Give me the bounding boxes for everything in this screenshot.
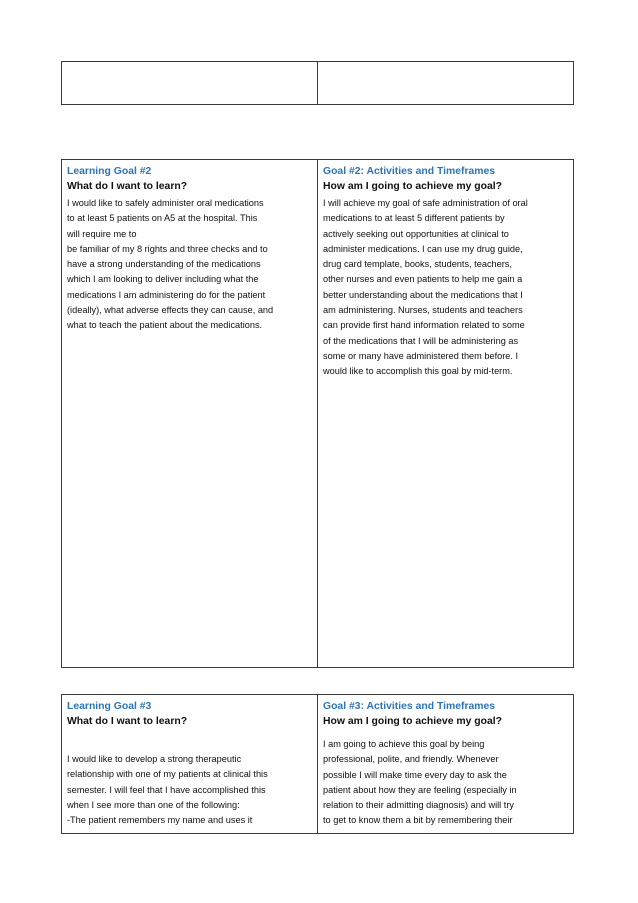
goal2-learning-line: have a strong understanding of the medications [67,259,261,270]
goal3-table [61,694,574,834]
goal2-activities-heading: Goal #2: Activities and Timeframes [323,166,496,177]
goal2-learning-line: to at least 5 patients on A5 at the hospital. This [67,213,258,224]
goal2-activities-line: drug card template, books, students, teachers, [323,259,512,270]
top-table-right-cell [318,62,573,104]
goal3-learning-subheading: What do I want to learn? [67,716,188,727]
goal2-activities-line: I will achieve my goal of safe administration of oral [323,198,528,208]
goal2-learning-body [67,196,312,334]
goal2-learning-line: I would like to safely administer oral medications [67,198,264,208]
goal2-learning-line: be familiar of my 8 rights and three checks and to [67,243,268,254]
goal3-learning-line: I would like to develop a strong therapeutic [67,754,242,764]
goal2-learning-line: which I am looking to deliver including what the [67,274,259,285]
goal3-activities-cell [318,695,573,833]
goal2-learning-line: (ideally), what adverse effects they can cause, and [67,305,274,316]
goal2-activities-line: some or many have administered them before. I [323,350,519,361]
goal2-activities-subheading: How am I going to achieve my goal? [323,181,502,192]
goal3-learning-cell [62,695,318,833]
goal3-activities-line: professional, polite, and friendly. Whenever [323,754,499,765]
goal2-activities-line: medications to at least 5 different patients by [323,213,505,224]
goal3-learning-line: semester. I will feel that I have accomplished this [67,784,266,795]
goal2-learning-cell [62,160,318,667]
goal2-learning-heading: Learning Goal #2 [67,166,152,177]
goal3-activities-subheading: How am I going to achieve my goal? [323,716,502,727]
goal2-activities-line: administer medications. I can use my drug guide, [323,243,523,254]
goal2-activities-line: better understanding about the medications that I [323,289,523,300]
goal2-learning-line: medications I am administering do for the patient [67,289,266,300]
goal3-learning-line: relationship with one of my patients at clinical this [67,769,268,780]
goal3-activities-line: relation to their admitting diagnosis) and will try [323,800,514,811]
goal3-activities-line: patient about how they are feeling (especially in [323,784,517,795]
goal3-learning-line: when I see more than one of the following: [67,799,240,810]
goal3-learning-line: -The patient remembers my name and uses it [67,815,253,826]
goal2-learning-subheading: What do I want to learn? [67,181,188,192]
top-empty-table [61,61,574,105]
goal3-activities-line: possible I will make time every day to ask the [323,769,507,780]
goal2-activities-cell [318,160,573,667]
goal2-activities-line: would like to accomplish this goal by mid-term. [323,366,513,377]
goal2-learning-line: will require me to [67,228,137,239]
goal3-activities-heading: Goal #3: Activities and Timeframes [323,701,496,712]
goal3-activities-body [323,737,568,829]
goal2-learning-line: what to teach the patient about the medications. [67,320,263,331]
goal2-activities-line: can provide first hand information related to some [323,320,525,331]
goal2-activities-body [323,196,568,380]
goal3-learning-body [67,752,312,828]
goal2-activities-line: other nurses and even patients to help me gain a [323,274,523,285]
goal3-activities-line: to get to know them a bit by remembering their [323,815,513,826]
top-table-left-cell [62,62,318,104]
goal3-learning-heading: Learning Goal #3 [67,701,152,712]
goal2-activities-line: actively seeking out opportunities at clinical to [323,228,509,239]
goal3-activities-line: I am going to achieve this goal by being [323,739,485,749]
goal2-activities-line: of the medications that I will be administering as [323,335,519,346]
goal2-activities-line: am administering. Nurses, students and teachers [323,305,523,316]
goal2-table [61,159,574,668]
